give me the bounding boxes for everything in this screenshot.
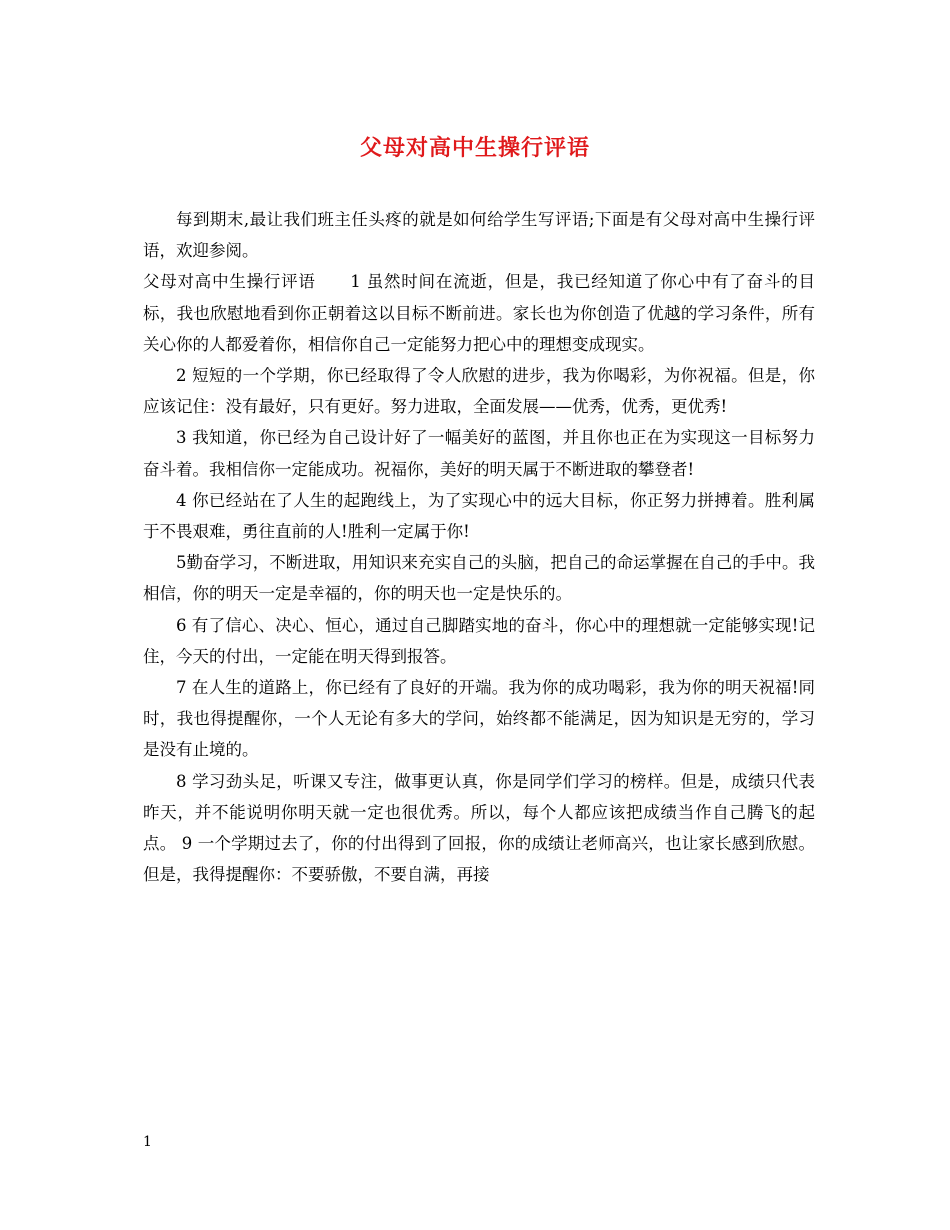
paragraph-comment-7: 7 在人生的道路上，你已经有了良好的开端。我为你的成功喝彩，我为你的明天祝福!同时，我也得提醒你，一个人无论有多大的学问，始终都不能满足，因为知识是无穷的，学习是没有止境的。 bbox=[143, 678, 815, 760]
paragraph-comment-5: 5勤奋学习，不断进取，用知识来充实自己的头脑，把自己的命运掌握在自己的手中。我相信，你的明天一定是幸福的，你的明天也一定是快乐的。 bbox=[143, 553, 815, 604]
paragraph-comment-3: 3 我知道，你已经为自己设计好了一幅美好的蓝图，并且你也正在为实现这一目标努力奋斗着。我相信你一定能成功。祝福你，美好的明天属于不断进取的攀登者! bbox=[143, 428, 815, 479]
paragraph-comment-6: 6 有了信心、决心、恒心，通过自己脚踏实地的奋斗，你心中的理想就一定能够实现!记住，今天的付出，一定能在明天得到报答。 bbox=[143, 615, 815, 666]
paragraph-comment-1: 父母对高中生操行评语 1 虽然时间在流逝，但是，我已经知道了你心中有了奋斗的目标，我也欣慰地看到你正朝着这以目标不断前进。家长也为你创造了优越的学习条件，所有关心你的人都爱着你，相信你自己一定能努力把心中的理想变成现实。 bbox=[143, 272, 815, 354]
paragraph-comment-2: 2 短短的一个学期，你已经取得了令人欣慰的进步，我为你喝彩，为你祝福。但是，你应该记住：没有最好，只有更好。努力进取，全面发展——优秀，优秀，更优秀! bbox=[143, 366, 815, 417]
paragraph-comment-8-9: 8 学习劲头足，听课又专注，做事更认真，你是同学们学习的榜样。但是，成绩只代表昨天，并不能说明你明天就一定也很优秀。所以，每个人都应该把成绩当作自己腾飞的起点。 9 一个学期过去了，你的付出得到了回报，你的成绩让老师高兴，也让家长感到欣慰。但是，我得提醒你：不要骄傲，不要自满，再接 bbox=[143, 771, 815, 885]
page-number: 1 bbox=[143, 1134, 152, 1150]
paragraph-intro: 每到期末,最让我们班主任头疼的就是如何给学生写评语;下面是有父母对高中生操行评语，欢迎参阅。 bbox=[143, 210, 815, 261]
paragraph-comment-4: 4 你已经站在了人生的起跑线上，为了实现心中的远大目标，你正努力拼搏着。胜利属于不畏艰难，勇往直前的人!胜利一定属于你! bbox=[143, 490, 815, 542]
document-body bbox=[143, 204, 815, 890]
document-title: 父母对高中生操行评语 bbox=[359, 135, 590, 161]
